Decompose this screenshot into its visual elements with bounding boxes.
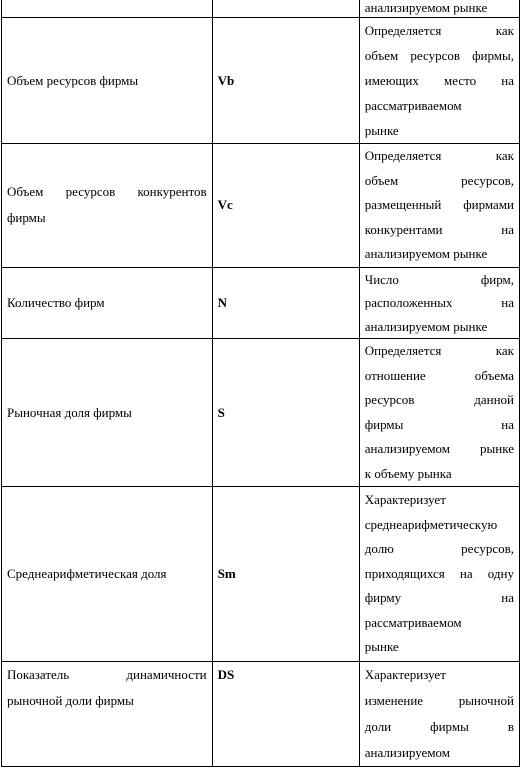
indicator-name-cell — [2, 487, 213, 662]
description-line: Определяется как — [364, 343, 514, 358]
table-row — [2, 18, 520, 144]
indicator-description-cell — [359, 339, 519, 487]
indicator-symbol-cell — [212, 0, 359, 18]
description-line: Определяется как — [364, 23, 514, 38]
table-row — [2, 339, 520, 487]
indicator-symbol-cell — [212, 144, 359, 268]
description-line: анализируемом рынке — [364, 318, 488, 334]
indicator-name: рыночной доли фирмы — [7, 693, 134, 708]
indicator-description-cell — [359, 144, 519, 268]
indicator-symbol-cell — [212, 487, 359, 662]
indicator-name: Объем ресурсов конкурентов — [7, 184, 207, 200]
description-line: ресурсов данной — [364, 392, 514, 407]
description-line: Характеризует — [364, 667, 446, 682]
description-line: долю ресурсов, — [364, 541, 514, 557]
description-line: конкурентами на — [364, 221, 514, 237]
description-line: объем ресурсов, — [364, 172, 514, 188]
description-line: расположенных на — [364, 295, 514, 310]
indicator-name: Объем ресурсов фирмы — [7, 72, 139, 88]
description-line: доли фирмы в — [364, 719, 514, 734]
description-line: размещенный фирмами — [364, 197, 514, 212]
table-row — [2, 144, 520, 268]
description-line: фирмы на — [364, 416, 514, 432]
description-line: анализируемом — [364, 745, 451, 760]
indicator-symbol: DS — [217, 667, 235, 682]
indicator-name-cell — [2, 0, 213, 18]
indicator-name: Показатель динамичности — [7, 667, 207, 682]
indicator-symbol: Vb — [217, 72, 235, 88]
indicator-name-cell — [2, 339, 213, 487]
indicator-description-cell — [359, 18, 519, 144]
description-line: изменение рыночной — [364, 693, 514, 708]
description-line: рынке — [364, 123, 399, 138]
indicator-name-cell — [2, 267, 213, 339]
description-line: рассматриваемом — [364, 98, 462, 113]
description-line: к объему рынка — [364, 465, 452, 481]
description-line: приходящихся на одну — [364, 565, 514, 581]
description-line: имеющих место на — [364, 73, 514, 88]
description-line: отношение объема — [364, 367, 514, 383]
indicator-name: Среднеарифметическая доля — [7, 566, 167, 581]
description-line: анализируемом рынке — [364, 0, 488, 15]
description-line: Определяется как — [364, 148, 514, 163]
description-line: анализируемом рынке — [364, 441, 514, 456]
indicator-name-cell — [2, 144, 213, 268]
indicator-symbol-cell — [212, 339, 359, 487]
indicator-name: фирмы — [7, 210, 46, 226]
indicator-description-cell — [359, 662, 519, 767]
description-line: среднеарифметическую — [364, 516, 498, 532]
indicator-symbol: Sm — [217, 566, 236, 581]
table-row — [2, 487, 520, 662]
description-line: рассматриваемом — [364, 614, 462, 630]
description-line: рынке — [364, 639, 399, 655]
table-row — [2, 267, 520, 339]
description-line: Число фирм, — [364, 271, 514, 287]
indicator-symbol-cell — [212, 18, 359, 144]
indicator-symbol-cell — [212, 267, 359, 339]
indicator-symbol: N — [217, 294, 228, 310]
table-row — [2, 662, 520, 767]
table-row — [2, 0, 520, 18]
indicator-name: Количество фирм — [7, 294, 105, 310]
description-line: фирму на — [364, 590, 514, 606]
indicator-description-cell — [359, 0, 519, 18]
indicator-name-cell — [2, 18, 213, 144]
indicator-symbol: Vc — [217, 197, 233, 213]
indicator-description-cell — [359, 267, 519, 339]
indicator-symbol-cell — [212, 662, 359, 767]
indicators-table — [1, 0, 520, 767]
description-line: анализируемом рынке — [364, 246, 488, 261]
indicator-symbol: S — [217, 404, 225, 420]
description-line: объем ресурсов фирмы, — [364, 48, 514, 63]
description-line: Характеризует — [364, 492, 446, 508]
indicator-description-cell — [359, 487, 519, 662]
indicator-name: Рыночная доля фирмы — [7, 404, 132, 420]
indicator-name-cell — [2, 662, 213, 767]
